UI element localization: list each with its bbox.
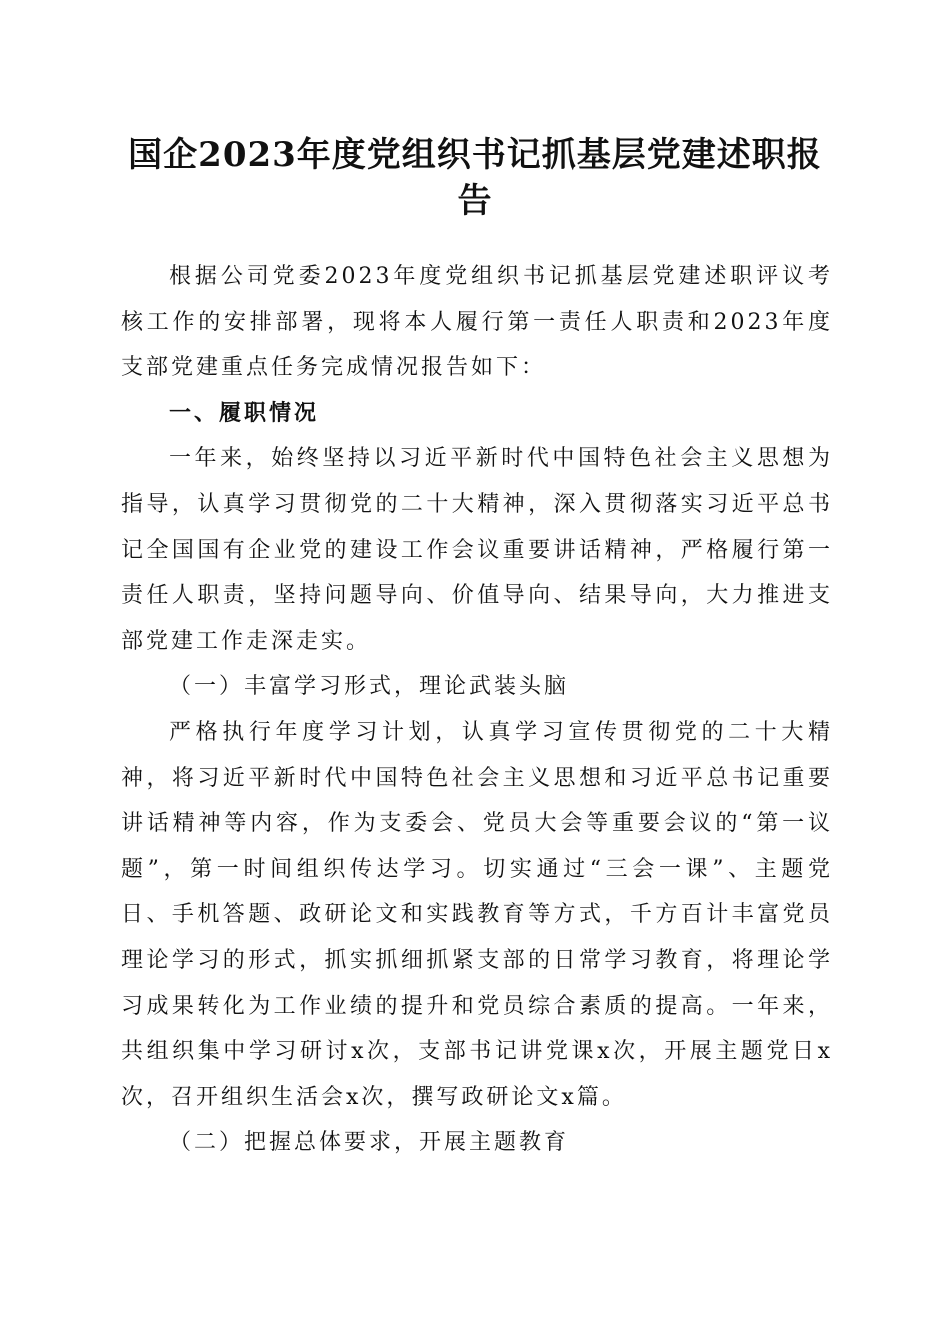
intro-paragraph: 根据公司党委2023年度党组织书记抓基层党建述职评议考核工作的安排部署，现将本人履行第一责任人职责和2023年度支部党建重点任务完成情况报告如下： bbox=[121, 264, 833, 381]
study-paragraph: 严格执行年度学习计划，认真学习宣传贯彻党的二十大精神，将习近平新时代中国特色社会主义思想和习近平总书记重要讲话精神等内容，作为支委会、党员大会等重要会议的“第一议题”，第一时间组织传达学习。切实通过“三会一课”、主题党日、手机答题、政研论文和实践教育等方式，千方百计丰富党员理论学习的形式，抓实抓细抓紧支部的日常学习教育，将理论学习成果转化为工作业绩的提升和党员综合素质的提高。一年来，共组织集中学习研讨x次，支部书记讲党课x次，开展主题党日x次，召开组织生活会x次，撰写政研论文x篇。 bbox=[121, 719, 833, 1110]
document-body bbox=[121, 254, 833, 1166]
subsection-heading-education: （二）把握总体要求，开展主题教育 bbox=[169, 1130, 570, 1156]
document-title: 国企2023年度党组织书记抓基层党建述职报告 bbox=[128, 135, 822, 221]
section-heading-duty: 一、履职情况 bbox=[169, 400, 320, 426]
duty-paragraph: 一年来，始终坚持以习近平新时代中国特色社会主义思想为指导，认真学习贯彻党的二十大精神，深入贯彻落实习近平总书记全国国有企业党的建设工作会议重要讲话精神，严格履行第一责任人职责，坚持问题导向、价值导向、结果导向，大力推进支部党建工作走深走实。 bbox=[121, 446, 833, 654]
subsection-heading-study: （一）丰富学习形式，理论武装头脑 bbox=[169, 674, 570, 700]
